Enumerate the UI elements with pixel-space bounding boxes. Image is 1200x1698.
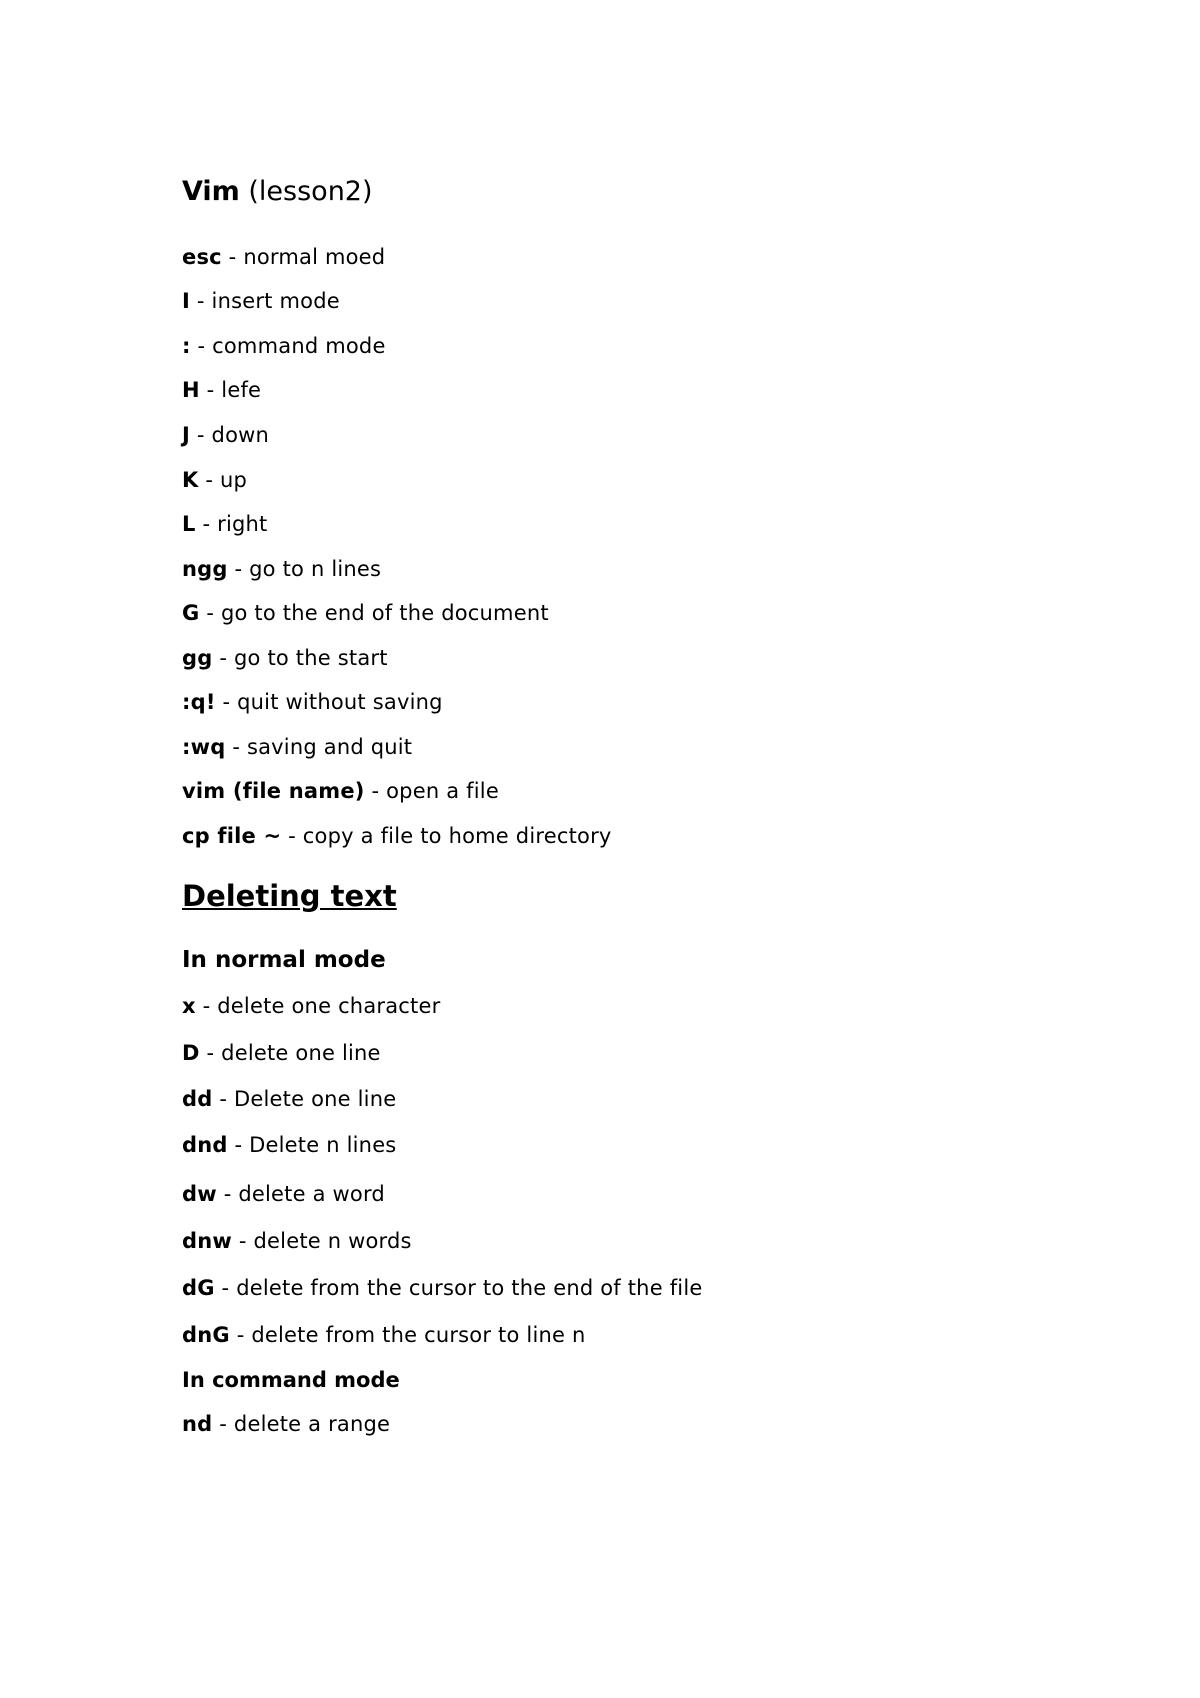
command-line-ngg [182, 556, 381, 582]
command-line-esc [182, 244, 385, 270]
command-line-j [182, 422, 269, 448]
command-key: vim (file name) [182, 779, 365, 803]
command-key: ngg [182, 557, 228, 581]
delete-line-dg [182, 1275, 702, 1301]
command-desc: - go to the end of the document [199, 601, 549, 625]
title-key: Vim [182, 176, 240, 207]
title-rest: (lesson2) [239, 176, 373, 207]
command-line-quit [182, 689, 443, 715]
command-key: H [182, 378, 200, 402]
command-desc: - delete from the cursor to the end of the file [214, 1276, 703, 1300]
command-key: G [182, 601, 200, 625]
command-line-colon [182, 333, 386, 359]
command-key: J [182, 423, 191, 447]
command-key: dnd [182, 1133, 228, 1157]
command-desc: - delete from the cursor to line n [229, 1323, 586, 1347]
command-key: dnG [182, 1323, 230, 1347]
command-desc: - saving and quit [225, 735, 413, 759]
deleting-text-heading: Deleting text [182, 879, 397, 913]
command-line-l [182, 511, 267, 537]
command-desc: - delete one line [199, 1041, 381, 1065]
command-key: L [182, 512, 196, 536]
delete-line-dnw [182, 1228, 412, 1254]
command-desc: - open a file [364, 779, 499, 803]
command-key: : [182, 334, 191, 358]
command-desc: - copy a file to home directory [281, 824, 612, 848]
command-desc: - insert mode [190, 289, 340, 313]
command-key: cp file ~ [182, 824, 282, 848]
command-desc: - go to n lines [227, 557, 382, 581]
delete-line-dd [182, 1086, 396, 1112]
command-desc: - down [190, 423, 270, 447]
command-desc: - up [198, 468, 248, 492]
document-title [182, 176, 373, 208]
delete-line-d [182, 1040, 381, 1066]
command-desc: - Delete n lines [227, 1133, 397, 1157]
delete-line-x [182, 993, 440, 1019]
delete-line-nd [182, 1411, 390, 1437]
command-desc: - go to the start [212, 646, 388, 670]
command-line-vim-open [182, 778, 499, 804]
command-line-h [182, 377, 261, 403]
command-key: I [182, 289, 191, 313]
command-key: nd [182, 1412, 213, 1436]
command-line-g [182, 600, 549, 626]
command-key: :wq [182, 735, 226, 759]
normal-mode-heading: In normal mode [182, 947, 386, 973]
command-key: gg [182, 646, 213, 670]
command-key: dG [182, 1276, 215, 1300]
command-key: dnw [182, 1229, 232, 1253]
delete-line-dnd [182, 1132, 396, 1158]
command-line-wq [182, 734, 412, 760]
command-key: dw [182, 1182, 217, 1206]
command-key: esc [182, 245, 222, 269]
command-key: K [182, 468, 199, 492]
command-desc: - delete a word [216, 1182, 385, 1206]
command-desc: - quit without saving [215, 690, 443, 714]
command-desc: - normal moed [221, 245, 386, 269]
command-desc: - Delete one line [212, 1087, 397, 1111]
command-desc: - delete one character [195, 994, 441, 1018]
command-desc: - right [195, 512, 268, 536]
delete-line-dw [182, 1181, 385, 1207]
delete-line-dng [182, 1322, 586, 1348]
command-key: x [182, 994, 196, 1018]
command-key: :q! [182, 690, 216, 714]
command-key: D [182, 1041, 200, 1065]
command-key: dd [182, 1087, 213, 1111]
command-line-k [182, 467, 247, 493]
command-line-insert [182, 288, 340, 314]
command-desc: - lefe [199, 378, 262, 402]
command-desc: - command mode [190, 334, 386, 358]
command-mode-heading: In command mode [182, 1368, 400, 1392]
command-line-gg [182, 645, 388, 671]
command-desc: - delete n words [231, 1229, 412, 1253]
command-line-cp [182, 823, 612, 849]
command-desc: - delete a range [212, 1412, 391, 1436]
